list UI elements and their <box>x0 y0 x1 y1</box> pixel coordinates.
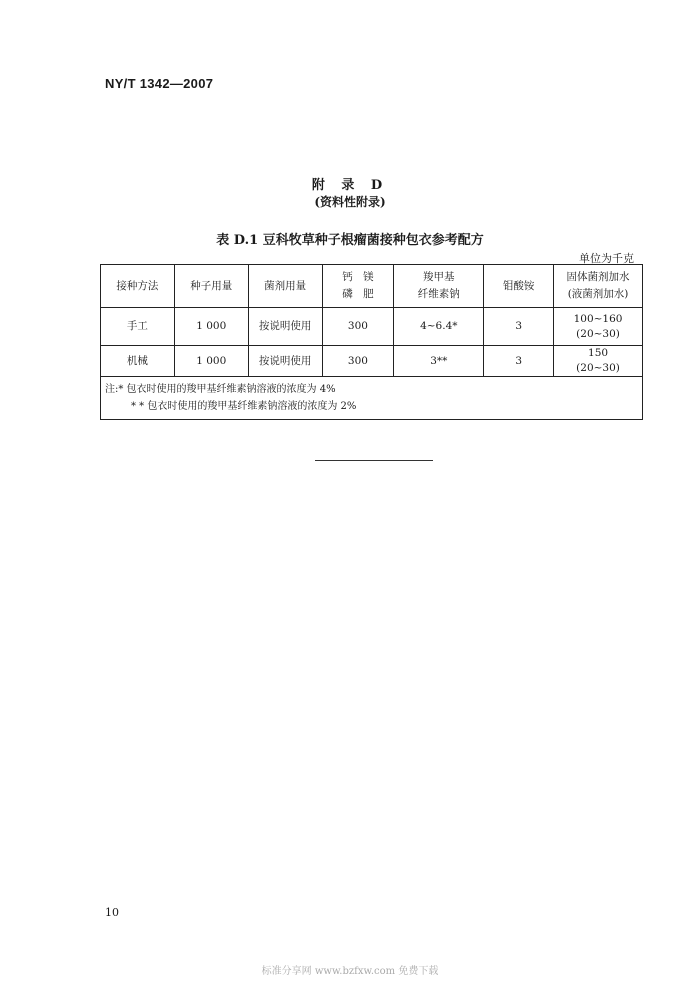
note-line: 注:* 包衣时使用的羧甲基纤维素钠溶液的浓度为 4% <box>105 384 336 395</box>
appendix-title: 附 录 D <box>311 178 389 193</box>
cell-molybdate: 3 <box>484 308 554 346</box>
cell-seed: 1 000 <box>174 346 248 377</box>
unit-label: 单位为千克 <box>579 252 634 265</box>
col-header-method: 接种方法 <box>101 265 175 308</box>
cell-inoculant: 按说明使用 <box>248 346 322 377</box>
table-header-row <box>101 265 643 308</box>
document-code: NY/T 1342—2007 <box>105 76 214 91</box>
cell-method: 机械 <box>101 346 175 377</box>
formula-table <box>100 264 643 420</box>
table-row <box>101 308 643 346</box>
page-number: 10 <box>105 906 119 919</box>
table-caption: 表 D.1 豆科牧草种子根瘤菌接种包衣参考配方 <box>216 233 484 248</box>
col-header-molybdate: 钼酸铵 <box>484 265 554 308</box>
cell-seed: 1 000 <box>174 308 248 346</box>
divider <box>315 460 433 461</box>
table-notes <box>101 377 643 420</box>
cell-method: 手工 <box>101 308 175 346</box>
col-header-seed: 种子用量 <box>174 265 248 308</box>
table-notes-row <box>101 377 643 420</box>
cell-cmc: 4~6.4* <box>394 308 484 346</box>
cell-ca-mg-p: 300 <box>322 346 394 377</box>
table-row <box>101 346 643 377</box>
col-header-inoculant: 菌剂用量 <box>248 265 322 308</box>
cell-cmc: 3** <box>394 346 484 377</box>
cell-molybdate: 3 <box>484 346 554 377</box>
appendix-subtitle: (资料性附录) <box>314 195 386 209</box>
col-header-ca-mg-p: 钙 镁 磷 肥 <box>322 265 394 308</box>
watermark-footer: 标准分享网 www.bzfxw.com 免费下载 <box>261 966 439 977</box>
col-header-water: 固体菌剂加水 (液菌剂加水) <box>554 265 643 308</box>
cell-ca-mg-p: 300 <box>322 308 394 346</box>
cell-inoculant: 按说明使用 <box>248 308 322 346</box>
col-header-cmc: 羧甲基 纤维素钠 <box>394 265 484 308</box>
note-line: * * 包衣时使用的羧甲基纤维素钠溶液的浓度为 2% <box>131 401 357 412</box>
cell-water: 100~160 (20~30) <box>554 308 643 346</box>
cell-water: 150 (20~30) <box>554 346 643 377</box>
